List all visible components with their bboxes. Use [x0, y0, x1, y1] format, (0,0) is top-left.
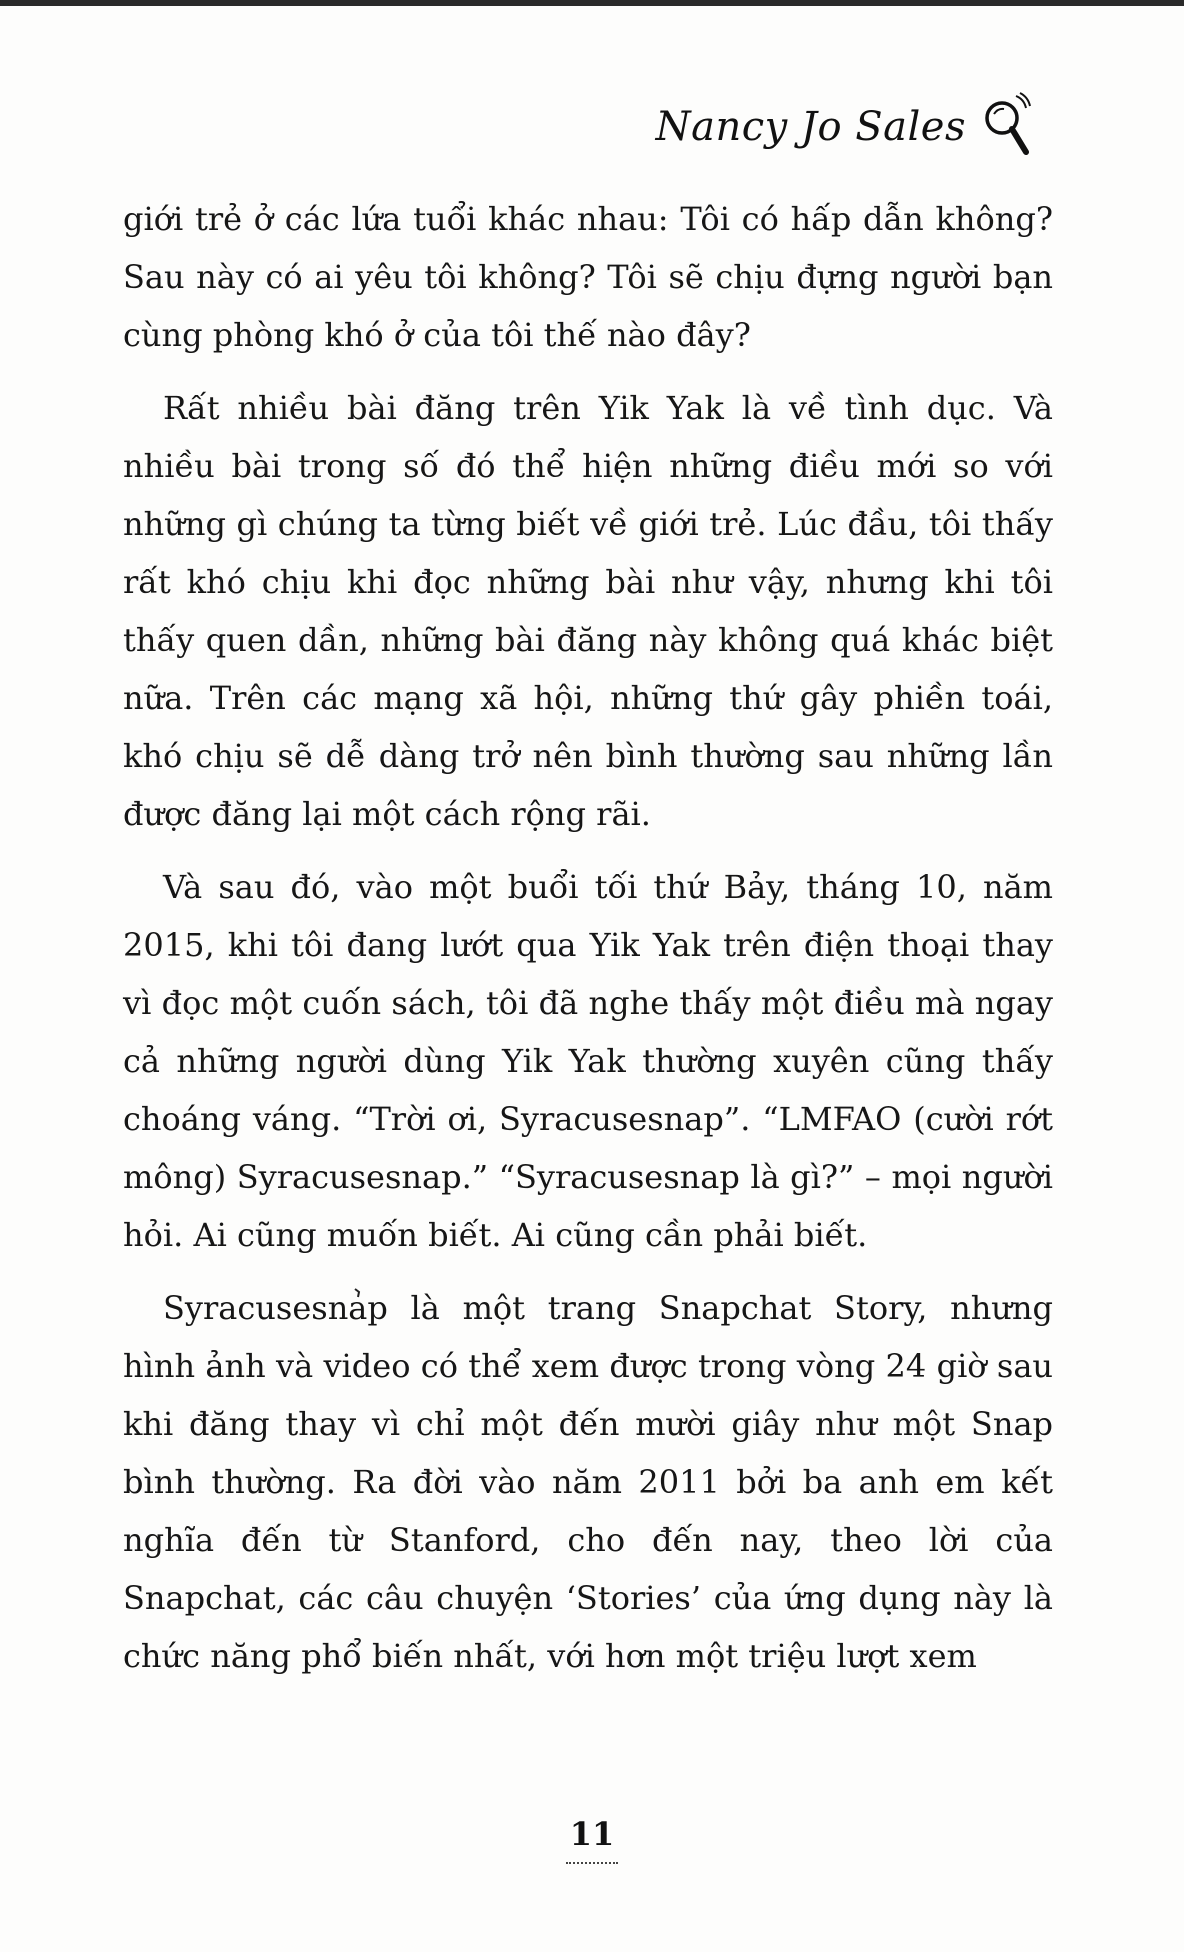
- author-name: Nancy Jo Sales: [655, 104, 966, 150]
- magnifier-icon: [980, 92, 1034, 162]
- ink-speck: [354, 1288, 362, 1298]
- top-border: [0, 0, 1184, 6]
- paragraph-continued: giới trẻ ở các lứa tuổi khác nhau: Tôi có hấp dẫn không? Sau này có ai yêu tôi không? Tôi sẽ chịu đựng người bạn cùng phòng khó ở của tôi thế nào đây?: [123, 200, 1053, 354]
- page-number-underline: [566, 1862, 618, 1864]
- paragraph: Và sau đó, vào một buổi tối thứ Bảy, tháng 10, năm 2015, khi tôi đang lướt qua Yik Yak trên điện thoại thay vì đọc một cuốn sách, tôi đã nghe thấy một điều mà ngay cả những người dùng Yik Yak thường xuyên cũng thấy choáng váng. “Trời ơi, Syracusesnap”. “LMFAO (cười rớt mông) Syracusesnap.” “Syracusesnap là gì?” – mọi người hỏi. Ai cũng muốn biết. Ai cũng cần phải biết.: [123, 868, 1053, 1254]
- page-number: 11: [569, 1815, 615, 1853]
- paragraph: Syracusesnap là một trang Snapchat Story, nhưng hình ảnh và video có thể xem được trong vòng 24 giờ sau khi đăng thay vì chỉ một đến mười giây như một Snap bình thường. Ra đời vào năm 2011 bởi ba anh em kết nghĩa đến từ Stanford, cho đến nay, theo lời của Snapchat, các câu chuyện ‘Stories’ của ứng dụng này là chức năng phổ biến nhất, với hơn một triệu lượt xem: [123, 1289, 1053, 1675]
- paragraph: Rất nhiều bài đăng trên Yik Yak là về tình dục. Và nhiều bài trong số đó thể hiện những điều mới so với những gì chúng ta từng biết về giới trẻ. Lúc đầu, tôi thấy rất khó chịu khi đọc những bài như vậy, nhưng khi tôi thấy quen dần, những bài đăng này không quá khác biệt nữa. Trên các mạng xã hội, những thứ gây phiền toái, khó chịu sẽ dễ dàng trở nên bình thường sau những lần được đăng lại một cách rộng rãi.: [123, 389, 1053, 833]
- page-body: [123, 190, 1053, 1685]
- running-header: [656, 92, 1034, 162]
